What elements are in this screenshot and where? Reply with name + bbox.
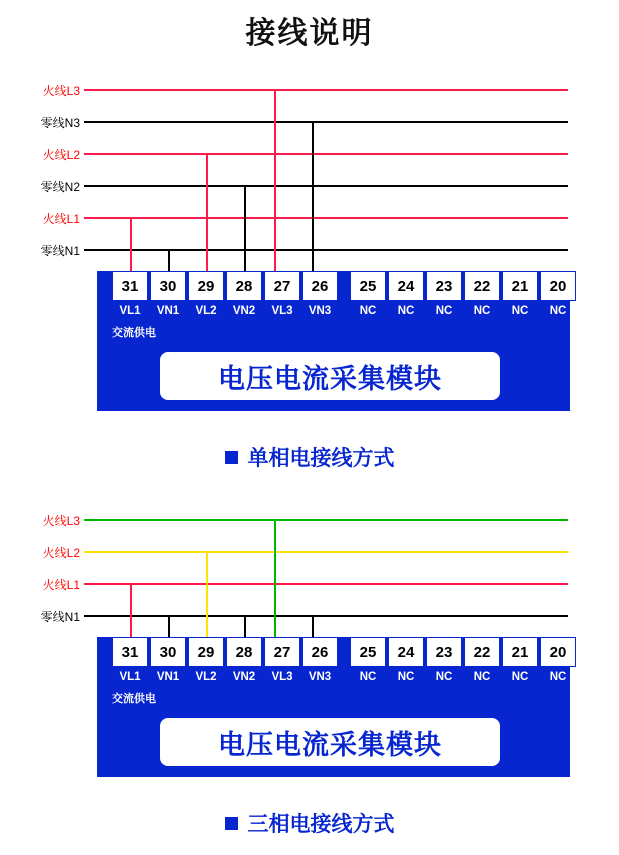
- terminal2-label-nc-21: NC: [511, 671, 529, 683]
- terminal-label-nc-25: NC: [359, 305, 377, 317]
- terminal-label-nc-20: NC: [549, 305, 567, 317]
- wire-label-n3: 零线N3: [40, 116, 80, 130]
- wire2-l3: [84, 519, 568, 521]
- terminal-label-vl2: VL2: [195, 305, 217, 317]
- terminal2-29[interactable]: 29: [188, 637, 224, 667]
- terminal-25[interactable]: 25: [350, 271, 386, 301]
- terminal2-21[interactable]: 21: [502, 637, 538, 667]
- terminal-23[interactable]: 23: [426, 271, 462, 301]
- terminal2-label-vn2: VN2: [232, 671, 256, 683]
- terminal2-label-nc-25: NC: [359, 671, 377, 683]
- terminal-30[interactable]: 30: [150, 271, 186, 301]
- terminal-27[interactable]: 27: [264, 271, 300, 301]
- module-name-plate: 电压电流采集模块: [160, 352, 500, 400]
- terminal-29[interactable]: 29: [188, 271, 224, 301]
- drop2-vn1: [168, 615, 170, 637]
- terminal2-23[interactable]: 23: [426, 637, 462, 667]
- terminal2-25[interactable]: 25: [350, 637, 386, 667]
- terminal2-label-vl2: VL2: [195, 671, 217, 683]
- terminal2-24[interactable]: 24: [388, 637, 424, 667]
- wire2-label-l3: 火线L3: [42, 514, 80, 528]
- terminal-label-nc-24: NC: [397, 305, 415, 317]
- terminal2-label-vl3: VL3: [271, 671, 293, 683]
- wire2-label-n1: 零线N1: [40, 610, 80, 624]
- wire2-n1: [84, 615, 568, 617]
- caption-text-2: 三相电接线方式: [247, 813, 395, 836]
- terminal-label-vl1: VL1: [119, 305, 141, 317]
- terminal2-28[interactable]: 28: [226, 637, 262, 667]
- bullet-square-icon-2: [225, 817, 238, 830]
- terminal-row-2: [112, 637, 578, 667]
- terminal2-31[interactable]: 31: [112, 637, 148, 667]
- terminal2-30[interactable]: 30: [150, 637, 186, 667]
- terminal-21[interactable]: 21: [502, 271, 538, 301]
- terminal-label-nc-22: NC: [473, 305, 491, 317]
- drop2-vn3: [312, 615, 314, 637]
- terminal-31[interactable]: 31: [112, 271, 148, 301]
- terminal-label-nc-21: NC: [511, 305, 529, 317]
- wire-label-l3: 火线L3: [42, 84, 80, 98]
- wire-label-n2: 零线N2: [40, 180, 80, 194]
- wire-label-l2: 火线L2: [42, 148, 80, 162]
- terminal2-26[interactable]: 26: [302, 637, 338, 667]
- terminal-26[interactable]: 26: [302, 271, 338, 301]
- drop2-vl3: [274, 519, 276, 637]
- module-name-plate-2: 电压电流采集模块: [160, 718, 500, 766]
- wire-label-n1: 零线N1: [40, 244, 80, 258]
- terminal-22[interactable]: 22: [464, 271, 500, 301]
- terminal-28[interactable]: 28: [226, 271, 262, 301]
- terminal-24[interactable]: 24: [388, 271, 424, 301]
- wire-label-l1: 火线L1: [42, 212, 80, 226]
- drop2-vl1: [130, 583, 132, 637]
- terminal2-label-nc-24: NC: [397, 671, 415, 683]
- supply-note-2: 交流供电: [112, 693, 156, 705]
- terminal-label-vn2: VN2: [232, 305, 256, 317]
- terminal-label-vl3: VL3: [271, 305, 293, 317]
- wire2-label-l1: 火线L1: [42, 578, 80, 592]
- terminal2-22[interactable]: 22: [464, 637, 500, 667]
- terminal2-label-nc-23: NC: [435, 671, 453, 683]
- terminal2-label-vl1: VL1: [119, 671, 141, 683]
- terminal-label-row-2: [112, 671, 578, 683]
- terminal2-label-vn1: VN1: [156, 671, 180, 683]
- caption-three-phase: [0, 808, 619, 838]
- terminal2-20[interactable]: 20: [540, 637, 576, 667]
- terminal2-label-nc-22: NC: [473, 671, 491, 683]
- wire2-l1: [84, 583, 568, 585]
- terminal-label-vn3: VN3: [308, 305, 332, 317]
- terminal2-27[interactable]: 27: [264, 637, 300, 667]
- terminal-label-vn1: VN1: [156, 305, 180, 317]
- terminal2-label-nc-20: NC: [549, 671, 567, 683]
- supply-note: 交流供电: [112, 327, 156, 339]
- wire2-l2: [84, 551, 568, 553]
- caption-text: 单相电接线方式: [247, 447, 395, 470]
- terminal-20[interactable]: 20: [540, 271, 576, 301]
- drop2-vl2: [206, 551, 208, 637]
- drop2-vn2: [244, 615, 246, 637]
- wire2-label-l2: 火线L2: [42, 546, 80, 560]
- terminal2-label-vn3: VN3: [308, 671, 332, 683]
- page-title: 接线说明: [245, 17, 374, 50]
- terminal-label-nc-23: NC: [435, 305, 453, 317]
